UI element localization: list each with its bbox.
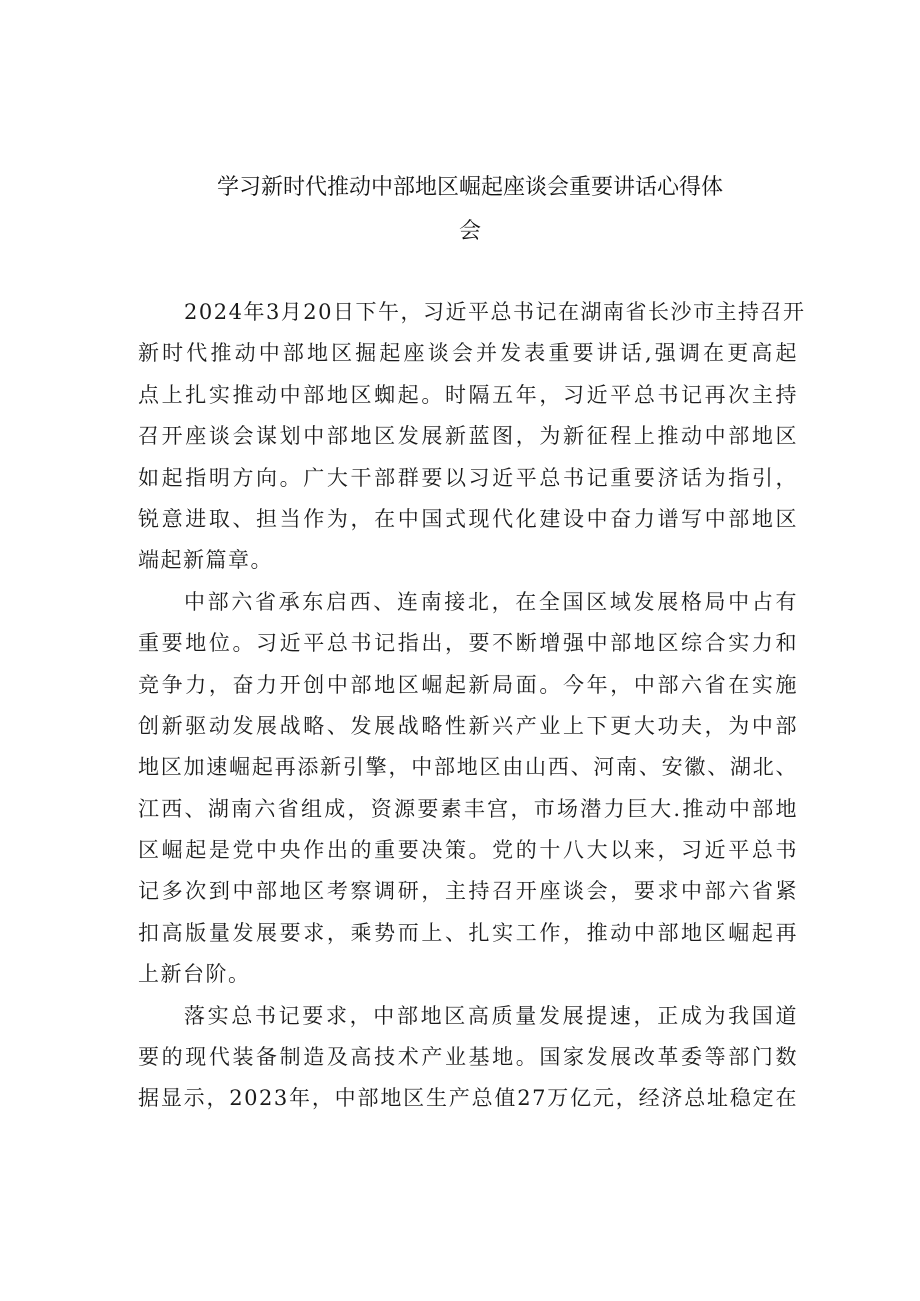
- text-line: 中部六省承东启西、连南接北，在全国区域发展格局中占有: [184, 589, 798, 614]
- title-line: 会: [458, 219, 481, 244]
- text-line: 上新台阶。: [138, 962, 251, 987]
- document-body: [138, 292, 806, 1120]
- text-line: 端起新篇章。: [138, 548, 273, 573]
- text-line: 锐意进取、担当作为，在中国式现代化建设中奋力谱写中部地区: [138, 506, 798, 531]
- text-line: 2024年3月20日下午，习近平总书记在湖南省长沙市主持召开: [184, 300, 806, 324]
- text-line: 创新驱动发展战略、发展战略性新兴产业上下更大功夫，为中部: [138, 713, 798, 738]
- text-line: 扣高版量发展要求，乘势而上、扎实工作，推动中部地区崛起再: [138, 920, 798, 945]
- text-line: 如起指明方向。广大干部群要以习近平总书记重要济话为指引，: [138, 465, 798, 490]
- text-line: 新时代推动中部地区掘起座谈会并发表重要讲话,强调在更高起: [138, 341, 798, 366]
- document-title: [180, 166, 760, 254]
- text-line: 竞争力，奋力开创中部地区崛起新局面。今年，中部六省在实施: [138, 672, 798, 697]
- text-line: 重要地位。习近平总书记指出，要不断增强中部地区综合实力和: [138, 631, 798, 656]
- paragraph-2: [138, 582, 798, 996]
- paragraph-1: [138, 292, 806, 582]
- paragraph-3: [138, 996, 798, 1120]
- text-line: 召开座谈会谋划中部地区发展新蓝图，为新征程上推动中部地区: [138, 424, 798, 449]
- text-line: 要的现代装备制造及高技术产业基地。国家发展改革委等部门数: [138, 1045, 798, 1070]
- text-line: 据显示，2023年，中部地区生产总值27万亿元，经济总址稳定在: [138, 1086, 798, 1111]
- text-line: 记多次到中部地区考察调研，主持召开座谈会，要求中部六省紧: [138, 879, 798, 904]
- text-line: 江西、湖南六省组成，资源要素丰宫，市场潜力巨大.推动中部地: [138, 796, 798, 821]
- text-line: 区崛起是党中央作出的重要决策。党的十八大以来，习近平总书: [138, 838, 798, 863]
- text-line: 点上扎实推动中部地区蜘起。时隔五年，习近平总书记再次主持: [138, 382, 798, 407]
- text-line: 落实总书记要求，中部地区高质量发展提速，正成为我国道: [184, 1003, 798, 1028]
- title-line: 学习新时代推动中部地区崛起座谈会重要讲话心得体: [216, 175, 723, 200]
- text-line: 地区加速崛起再添新引擎，中部地区由山西、河南、安徽、湖北、: [138, 755, 798, 780]
